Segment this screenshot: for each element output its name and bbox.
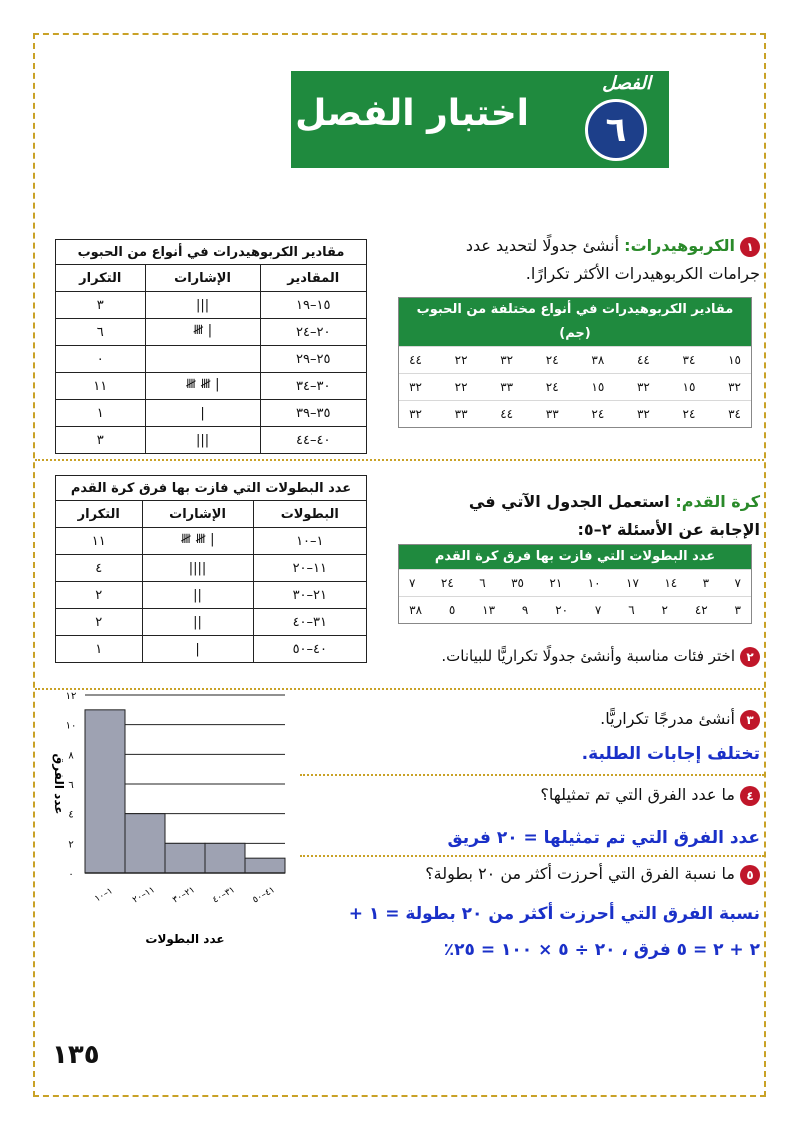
data-cell: ٢٢ bbox=[454, 380, 468, 394]
q4-prompt bbox=[330, 781, 760, 809]
q1-topic: الكربوهيدرات: bbox=[624, 236, 735, 255]
data-cell: ٢ bbox=[661, 603, 668, 617]
table-cell: ||| bbox=[145, 292, 260, 319]
football-topic: كرة القدم: bbox=[675, 492, 760, 511]
table-cell: ١١ bbox=[56, 373, 146, 400]
histogram-bar bbox=[205, 843, 245, 873]
table-cell: ٦ bbox=[56, 319, 146, 346]
data-cell: ١٥ bbox=[682, 380, 696, 394]
table-cell: ١ bbox=[56, 636, 143, 663]
table-cell: ١٥–١٩ bbox=[260, 292, 366, 319]
q3-text: أنشئ مدرجًا تكراريًّا. bbox=[600, 709, 735, 728]
football-table-caption: عدد البطولات التي فازت بها فرق كرة القدم bbox=[56, 476, 367, 501]
section-divider bbox=[300, 774, 764, 776]
q4-text: ما عدد الفرق التي تم تمثيلها؟ bbox=[540, 785, 735, 804]
data-cell: ٢١ bbox=[549, 576, 563, 590]
table-cell: | 𝍸 𝍸 bbox=[142, 528, 253, 555]
histogram-chart bbox=[45, 685, 295, 960]
data-cell: ٣٤ bbox=[728, 407, 741, 421]
q3-number: ٣ bbox=[740, 710, 760, 730]
data-cell: ٣٥ bbox=[511, 576, 524, 590]
q5-text: ما نسبة الفرق التي أحرزت أكثر من ٢٠ بطولة؟ bbox=[425, 864, 735, 883]
y-tick-label: ٦ bbox=[68, 780, 74, 791]
data-cell: ٣ bbox=[702, 576, 710, 590]
data-cell: ٢٤ bbox=[682, 407, 696, 421]
table-cell: ٣١–٤٠ bbox=[253, 609, 366, 636]
table-row bbox=[56, 427, 367, 454]
football-text: استعمل الجدول الآتي في الإجابة عن الأسئلة ٢–٥: bbox=[468, 492, 760, 539]
carbs-data-table bbox=[398, 297, 752, 428]
data-cell: ٤٢ bbox=[694, 603, 708, 617]
table-cell: ٤٠–٤٤ bbox=[260, 427, 366, 454]
histogram-bar bbox=[85, 710, 125, 873]
data-cell: ٤٤ bbox=[500, 407, 514, 421]
table-cell: | bbox=[142, 636, 253, 663]
table-row bbox=[56, 636, 367, 663]
col-header: البطولات bbox=[253, 501, 366, 528]
table-cell: ٢ bbox=[56, 582, 143, 609]
q5-answer-line1: نسبة الفرق التي أحرزت أكثر من ٢٠ بطولة = ١ + bbox=[348, 904, 760, 924]
q1-number: ١ bbox=[740, 237, 760, 257]
data-cell: ٢٢ bbox=[454, 353, 468, 367]
data-row bbox=[399, 596, 751, 623]
data-cell: ٣٢ bbox=[500, 353, 514, 367]
data-cell: ٧ bbox=[409, 576, 416, 590]
table-cell: || bbox=[142, 609, 253, 636]
data-cell: ٢٤ bbox=[545, 353, 559, 367]
table-row bbox=[56, 609, 367, 636]
table-cell: ٤٠–٥٠ bbox=[253, 636, 366, 663]
page-title: اختبار الفصل bbox=[295, 93, 529, 134]
q1-text: أنشئ جدولًا لتحديد عدد جرامات الكربوهيدرات الأكثر تكرارًا. bbox=[465, 236, 760, 283]
q5-prompt bbox=[330, 860, 760, 888]
table-cell: ١١–٢٠ bbox=[253, 555, 366, 582]
q5-answer-line2: ٢ + ٢ = ٥ فرق ، ٢٠ ÷ ٥ × ١٠٠ = ٢٥٪ bbox=[443, 940, 760, 960]
table-cell: ١ bbox=[56, 400, 146, 427]
table-cell: | bbox=[145, 400, 260, 427]
data-cell: ٧ bbox=[594, 603, 602, 617]
page-number: ١٣٥ bbox=[52, 1040, 100, 1070]
table-cell: ٣ bbox=[56, 427, 146, 454]
table-row bbox=[56, 400, 367, 427]
data-cell: ٢٤ bbox=[591, 407, 605, 421]
data-cell: ٦ bbox=[479, 576, 486, 590]
q1-prompt bbox=[410, 232, 760, 288]
data-cell: ٣٣ bbox=[500, 380, 514, 394]
football-frequency-table bbox=[55, 475, 367, 663]
data-cell: ٢٠ bbox=[555, 603, 569, 617]
data-cell: ١٥ bbox=[591, 380, 605, 394]
data-cell: ٧ bbox=[734, 576, 741, 590]
data-cell: ٦ bbox=[628, 603, 635, 617]
col-header: التكرار bbox=[56, 265, 146, 292]
col-header: المقادير bbox=[260, 265, 366, 292]
y-tick-label: ٨ bbox=[68, 750, 74, 762]
x-tick-label: ٤١–٥٠ bbox=[251, 884, 277, 906]
histogram-bar bbox=[245, 858, 285, 873]
x-tick-label: ١١–٢٠ bbox=[131, 884, 157, 906]
q4-answer: عدد الفرق التي تم تمثيلها = ٢٠ فريق bbox=[447, 828, 760, 848]
table-row bbox=[56, 528, 367, 555]
data-cell: ٣٢ bbox=[728, 380, 741, 394]
q2-text: اختر فئات مناسبة وأنشئ جدولًا تكراريًّا للبيانات. bbox=[441, 647, 735, 665]
football-data-table bbox=[398, 544, 752, 624]
y-tick-label: ١٠ bbox=[65, 720, 77, 732]
chapter-label: الفصل bbox=[602, 73, 651, 94]
x-axis-label: عدد البطولات bbox=[145, 932, 225, 946]
q4-number: ٤ bbox=[740, 786, 760, 806]
data-row bbox=[399, 569, 751, 596]
table-cell: ١–١٠ bbox=[253, 528, 366, 555]
data-cell: ٣٢ bbox=[409, 407, 422, 421]
data-row bbox=[399, 346, 751, 373]
data-cell: ٣٢ bbox=[409, 380, 422, 394]
x-tick-label: ١–١٠ bbox=[93, 886, 115, 905]
data-cell: ٢٤ bbox=[440, 576, 454, 590]
data-cell: ٣٣ bbox=[454, 407, 468, 421]
carbs-frequency-table bbox=[55, 239, 367, 454]
col-header: التكرار bbox=[56, 501, 143, 528]
col-header: الإشارات bbox=[145, 265, 260, 292]
data-cell: ٣٨ bbox=[409, 603, 423, 617]
table-row bbox=[56, 555, 367, 582]
table-row bbox=[56, 346, 367, 373]
data-cell: ٩ bbox=[521, 603, 529, 617]
football-prompt bbox=[430, 488, 760, 544]
table-row bbox=[56, 582, 367, 609]
data-cell: ٣٨ bbox=[591, 353, 605, 367]
carbs-data-title: مقادير الكربوهيدرات في أنواع مختلفة من الحبوب (جم) bbox=[399, 298, 751, 346]
y-tick-label: ١٢ bbox=[65, 691, 77, 702]
table-cell: ٢٥–٢٩ bbox=[260, 346, 366, 373]
table-cell: ٤ bbox=[56, 555, 143, 582]
table-cell: ٣ bbox=[56, 292, 146, 319]
data-cell: ٥ bbox=[448, 603, 456, 617]
table-row bbox=[56, 292, 367, 319]
chapter-banner bbox=[291, 71, 669, 168]
carbs-table-caption: مقادير الكربوهيدرات في أنواع من الحبوب bbox=[56, 240, 367, 265]
table-cell: ١١ bbox=[56, 528, 143, 555]
data-cell: ٣٢ bbox=[636, 407, 650, 421]
data-cell: ١٥ bbox=[728, 353, 741, 367]
football-data-title: عدد البطولات التي فازت بها فرق كرة القدم bbox=[399, 545, 751, 569]
histogram-svg bbox=[45, 685, 295, 960]
q5-number: ٥ bbox=[740, 865, 760, 885]
data-cell: ١٣ bbox=[482, 603, 496, 617]
data-cell: ١٤ bbox=[664, 576, 678, 590]
data-cell: ١٠ bbox=[587, 576, 601, 590]
table-cell: ٣٥–٣٩ bbox=[260, 400, 366, 427]
x-tick-label: ٢١–٣٠ bbox=[171, 884, 197, 906]
table-row bbox=[56, 373, 367, 400]
section-divider bbox=[300, 855, 764, 857]
x-tick-label: ٣١–٤٠ bbox=[211, 884, 237, 906]
y-axis-label: عدد الفرق bbox=[52, 753, 66, 815]
table-cell: ٢١–٣٠ bbox=[253, 582, 366, 609]
histogram-bar bbox=[165, 843, 205, 873]
data-cell: ٣٣ bbox=[545, 407, 559, 421]
q2-prompt bbox=[380, 642, 760, 670]
data-cell: ٣٢ bbox=[636, 380, 650, 394]
table-cell: | 𝍸 bbox=[145, 319, 260, 346]
y-tick-label: ٢ bbox=[68, 839, 74, 851]
table-cell bbox=[145, 346, 260, 373]
chapter-number-badge: ٦ bbox=[585, 99, 647, 161]
data-row bbox=[399, 373, 751, 400]
table-cell: ٣٠–٣٤ bbox=[260, 373, 366, 400]
histogram-bar bbox=[125, 814, 165, 873]
section-divider bbox=[35, 459, 764, 461]
table-row bbox=[56, 319, 367, 346]
q2-number: ٢ bbox=[740, 647, 760, 667]
data-cell: ٤٤ bbox=[636, 353, 650, 367]
table-cell: || bbox=[142, 582, 253, 609]
data-cell: ٤٤ bbox=[409, 353, 422, 367]
table-cell: ٢٠–٢٤ bbox=[260, 319, 366, 346]
data-cell: ١٧ bbox=[626, 576, 639, 590]
data-row bbox=[399, 400, 751, 427]
table-cell: | 𝍸 𝍸 bbox=[145, 373, 260, 400]
q3-prompt bbox=[330, 705, 760, 733]
col-header: الإشارات bbox=[142, 501, 253, 528]
q3-answer: تختلف إجابات الطلبة. bbox=[581, 744, 760, 764]
data-cell: ٣٤ bbox=[682, 353, 696, 367]
table-cell: ٠ bbox=[56, 346, 146, 373]
data-cell: ٣ bbox=[734, 603, 741, 617]
data-cell: ٢٤ bbox=[545, 380, 559, 394]
table-cell: ٢ bbox=[56, 609, 143, 636]
table-cell: ||| bbox=[145, 427, 260, 454]
y-tick-label: ٠ bbox=[68, 869, 74, 880]
table-cell: |||| bbox=[142, 555, 253, 582]
y-tick-label: ٤ bbox=[68, 809, 74, 821]
